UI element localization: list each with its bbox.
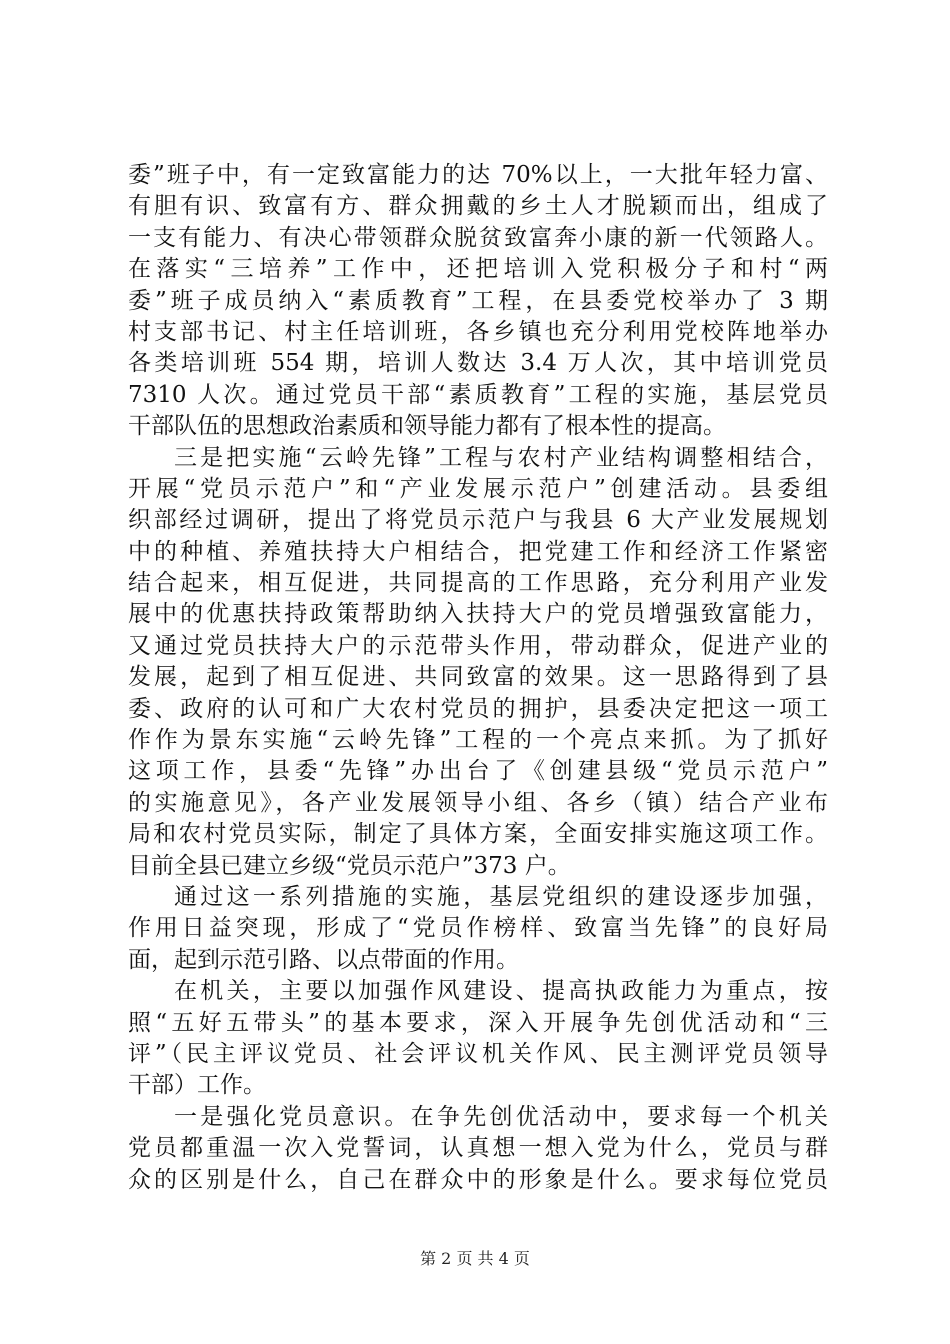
text-line: 委”班子中，有一定致富能力的达 70%以上，一大批年轻力富、 <box>128 162 828 188</box>
text-line: 一是强化党员意识。在争先创优活动中，要求每一个机关 <box>174 1103 828 1130</box>
text-line: 评”（民主评议党员、社会评议机关作风、民主测评党员领导 <box>128 1040 828 1067</box>
text-line: 众的区别是什么，自己在群众中的形象是什么。要求每位党员 <box>128 1166 828 1193</box>
text-line: 在机关，主要以加强作风建设、提高执政能力为重点，按 <box>174 978 828 1005</box>
text-line: 展中的优惠扶持政策帮助纳入扶持大户的党员增强致富能力， <box>128 601 828 628</box>
text-line: 委、政府的认可和广大农村党员的拥护，县委决定把这一项工 <box>128 695 828 722</box>
text-line: 这项工作，县委“先锋”办出台了《创建县级“党员示范户” <box>128 758 828 785</box>
text-line: 党员都重温一次入党誓词，认真想一想入党为什么，党员与群 <box>128 1135 828 1162</box>
text-line: 有胆有识、致富有方、群众拥戴的乡土人才脱颖而出，组成了 <box>128 193 828 220</box>
text-line: 结合起来，相互促进，共同提高的工作思路，充分利用产业发 <box>128 570 828 597</box>
text-line: 干部）工作。 <box>128 1072 266 1099</box>
text-line: 目前全县已建立乡级“党员示范户”373 户。 <box>128 852 571 879</box>
text-line: 三是把实施“云岭先锋”工程与农村产业结构调整相结合， <box>174 444 828 471</box>
text-line: 村支部书记、村主任培训班，各乡镇也充分利用党校阵地举办 <box>128 318 828 345</box>
text-line: 作作为景东实施“云岭先锋”工程的一个亮点来抓。为了抓好 <box>128 727 828 754</box>
text-line: 发展，起到了相互促进、共同致富的效果。这一思路得到了县 <box>128 664 828 691</box>
text-line: 干部队伍的思想政治素质和领导能力都有了根本性的提高。 <box>128 413 726 440</box>
text-line: 又通过党员扶持大户的示范带头作用，带动群众，促进产业的 <box>128 632 828 659</box>
text-line: 照“五好五带头”的基本要求，深入开展争先创优活动和“三 <box>128 1009 828 1036</box>
text-line: 委”班子成员纳入“素质教育”工程，在县委党校举办了 3 期 <box>128 287 828 314</box>
text-line: 面，起到示范引路、以点带面的作用。 <box>128 946 519 973</box>
text-line: 中的种植、养殖扶持大户相结合，把党建工作和经济工作紧密 <box>128 538 828 565</box>
text-line: 的实施意见》，各产业发展领导小组、各乡（镇）结合产业布 <box>128 789 828 816</box>
text-line: 开展“党员示范户”和“产业发展示范户”创建活动。县委组 <box>128 475 828 502</box>
text-line: 局和农村党员实际，制定了具体方案，全面安排实施这项工作。 <box>128 821 828 848</box>
text-line: 各类培训班 554 期，培训人数达 3.4 万人次，其中培训党员 <box>128 350 828 377</box>
text-line: 作用日益突现，形成了“党员作榜样、致富当先锋”的良好局 <box>128 915 828 942</box>
document-body <box>128 160 828 1196</box>
text-line: 7310 人次。通过党员干部“素质教育”工程的实施，基层党员 <box>128 381 828 408</box>
page-footer: 第 2 页 共 4 页 <box>420 1249 530 1268</box>
text-line: 一支有能力、有决心带领群众脱贫致富奔小康的新一代领路人。 <box>128 224 828 251</box>
text-line: 在落实“三培养”工作中，还把培训入党积极分子和村“两 <box>128 256 828 283</box>
text-line: 织部经过调研，提出了将党员示范户与我县 6 大产业发展规划 <box>128 507 828 534</box>
text-line: 通过这一系列措施的实施，基层党组织的建设逐步加强， <box>174 883 828 910</box>
